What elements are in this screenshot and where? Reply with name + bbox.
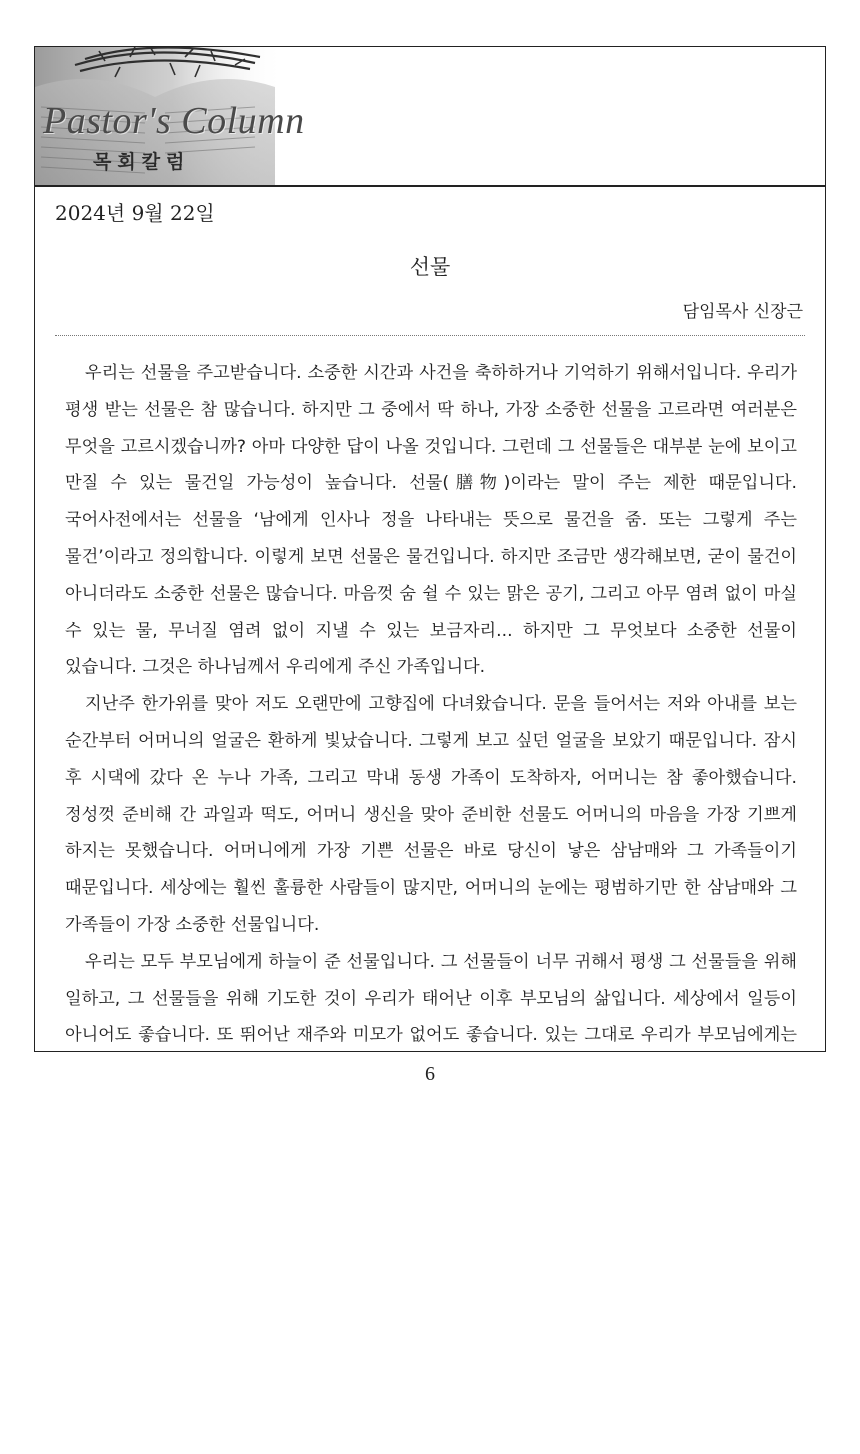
column-body	[65, 355, 797, 1052]
column-title: 선물	[409, 255, 451, 279]
body-paragraph: 우리는 선물을 주고받습니다. 소중한 시간과 사건을 축하하거나 기억하기 위해서입니다. 우리가 평생 받는 선물은 참 많습니다. 하지만 그 중에서 딱 하나, 가장 소중한 선물을 고르라면 여러분은 무엇을 고르시겠습니까? 아마 다양한 답이 나올 것입니다. 그런데 그 선물들은 대부분 눈에 보이고 만질 수 있는 물건일 가능성이 높습니다. 선물(膳物)이라는 말이 주는 제한 때문입니다. 국어사전에서는 선물을 ‘남에게 인사나 정을 나타내는 뜻으로 물건을 줌. 또는 그렇게 주는 물건’이라고 정의합니다. 이렇게 보면 선물은 물건입니다. 하지만 조금만 생각해보면, 굳이 물건이 아니더라도 소중한 선물은 많습니다. 마음껏 숨 쉴 수 있는 맑은 공기, 그리고 아무 염려 없이 마실 수 있는 물, 무너질 염려 없이 지낼 수 있는 보금자리... 하지만 그 무엇보다 소중한 선물이 있습니다. 그것은 하나님께서 우리에게 주신 가족입니다.	[65, 363, 797, 678]
column-date: 2024년 9월 22일	[55, 201, 215, 225]
page-number: 6	[425, 1063, 435, 1085]
column-header	[35, 47, 825, 187]
brand-title-korean: 목회칼럼	[93, 151, 191, 173]
brand-title-english: Pastor's Column	[43, 100, 305, 142]
column-author: 담임목사 신장근	[682, 302, 803, 322]
body-paragraph: 우리는 모두 부모님에게 하늘이 준 선물입니다. 그 선물들이 너무 귀해서 평생 그 선물들을 위해 일하고, 그 선물들을 위해 기도한 것이 우리가 태어난 이후 부모님의 삶입니다. 세상에서 일등이 아니어도 좋습니다. 또 뛰어난 재주와 미모가 없어도 좋습니다. 있는 그대로 우리가 부모님에게는	[65, 951, 797, 1046]
body-paragraph: 지난주 한가위를 맞아 저도 오랜만에 고향집에 다녀왔습니다. 문을 들어서는 저와 아내를 보는 순간부터 어머니의 얼굴은 환하게 빛났습니다. 그렇게 보고 싶던 얼굴을 보았기 때문입니다. 잠시 후 시댁에 갔다 온 누나 가족, 그리고 막내 동생 가족이 도착하자, 어머니는 참 좋아했습니다. 정성껏 준비해 간 과일과 떡도, 어머니 생신을 맞아 준비한 선물도 어머니의 마음을 가장 기쁘게 하지는 못했습니다. 어머니에게 가장 기쁜 선물은 바로 당신이 낳은 삼남매와 그 가족들이기 때문입니다. 세상에는 훨씬 훌륭한 사람들이 많지만, 어머니의 눈에는 평범하기만 한 삼남매와 그 가족들이 가장 소중한 선물입니다.	[65, 694, 797, 935]
dotted-divider	[55, 335, 805, 336]
column-frame	[34, 46, 826, 1052]
